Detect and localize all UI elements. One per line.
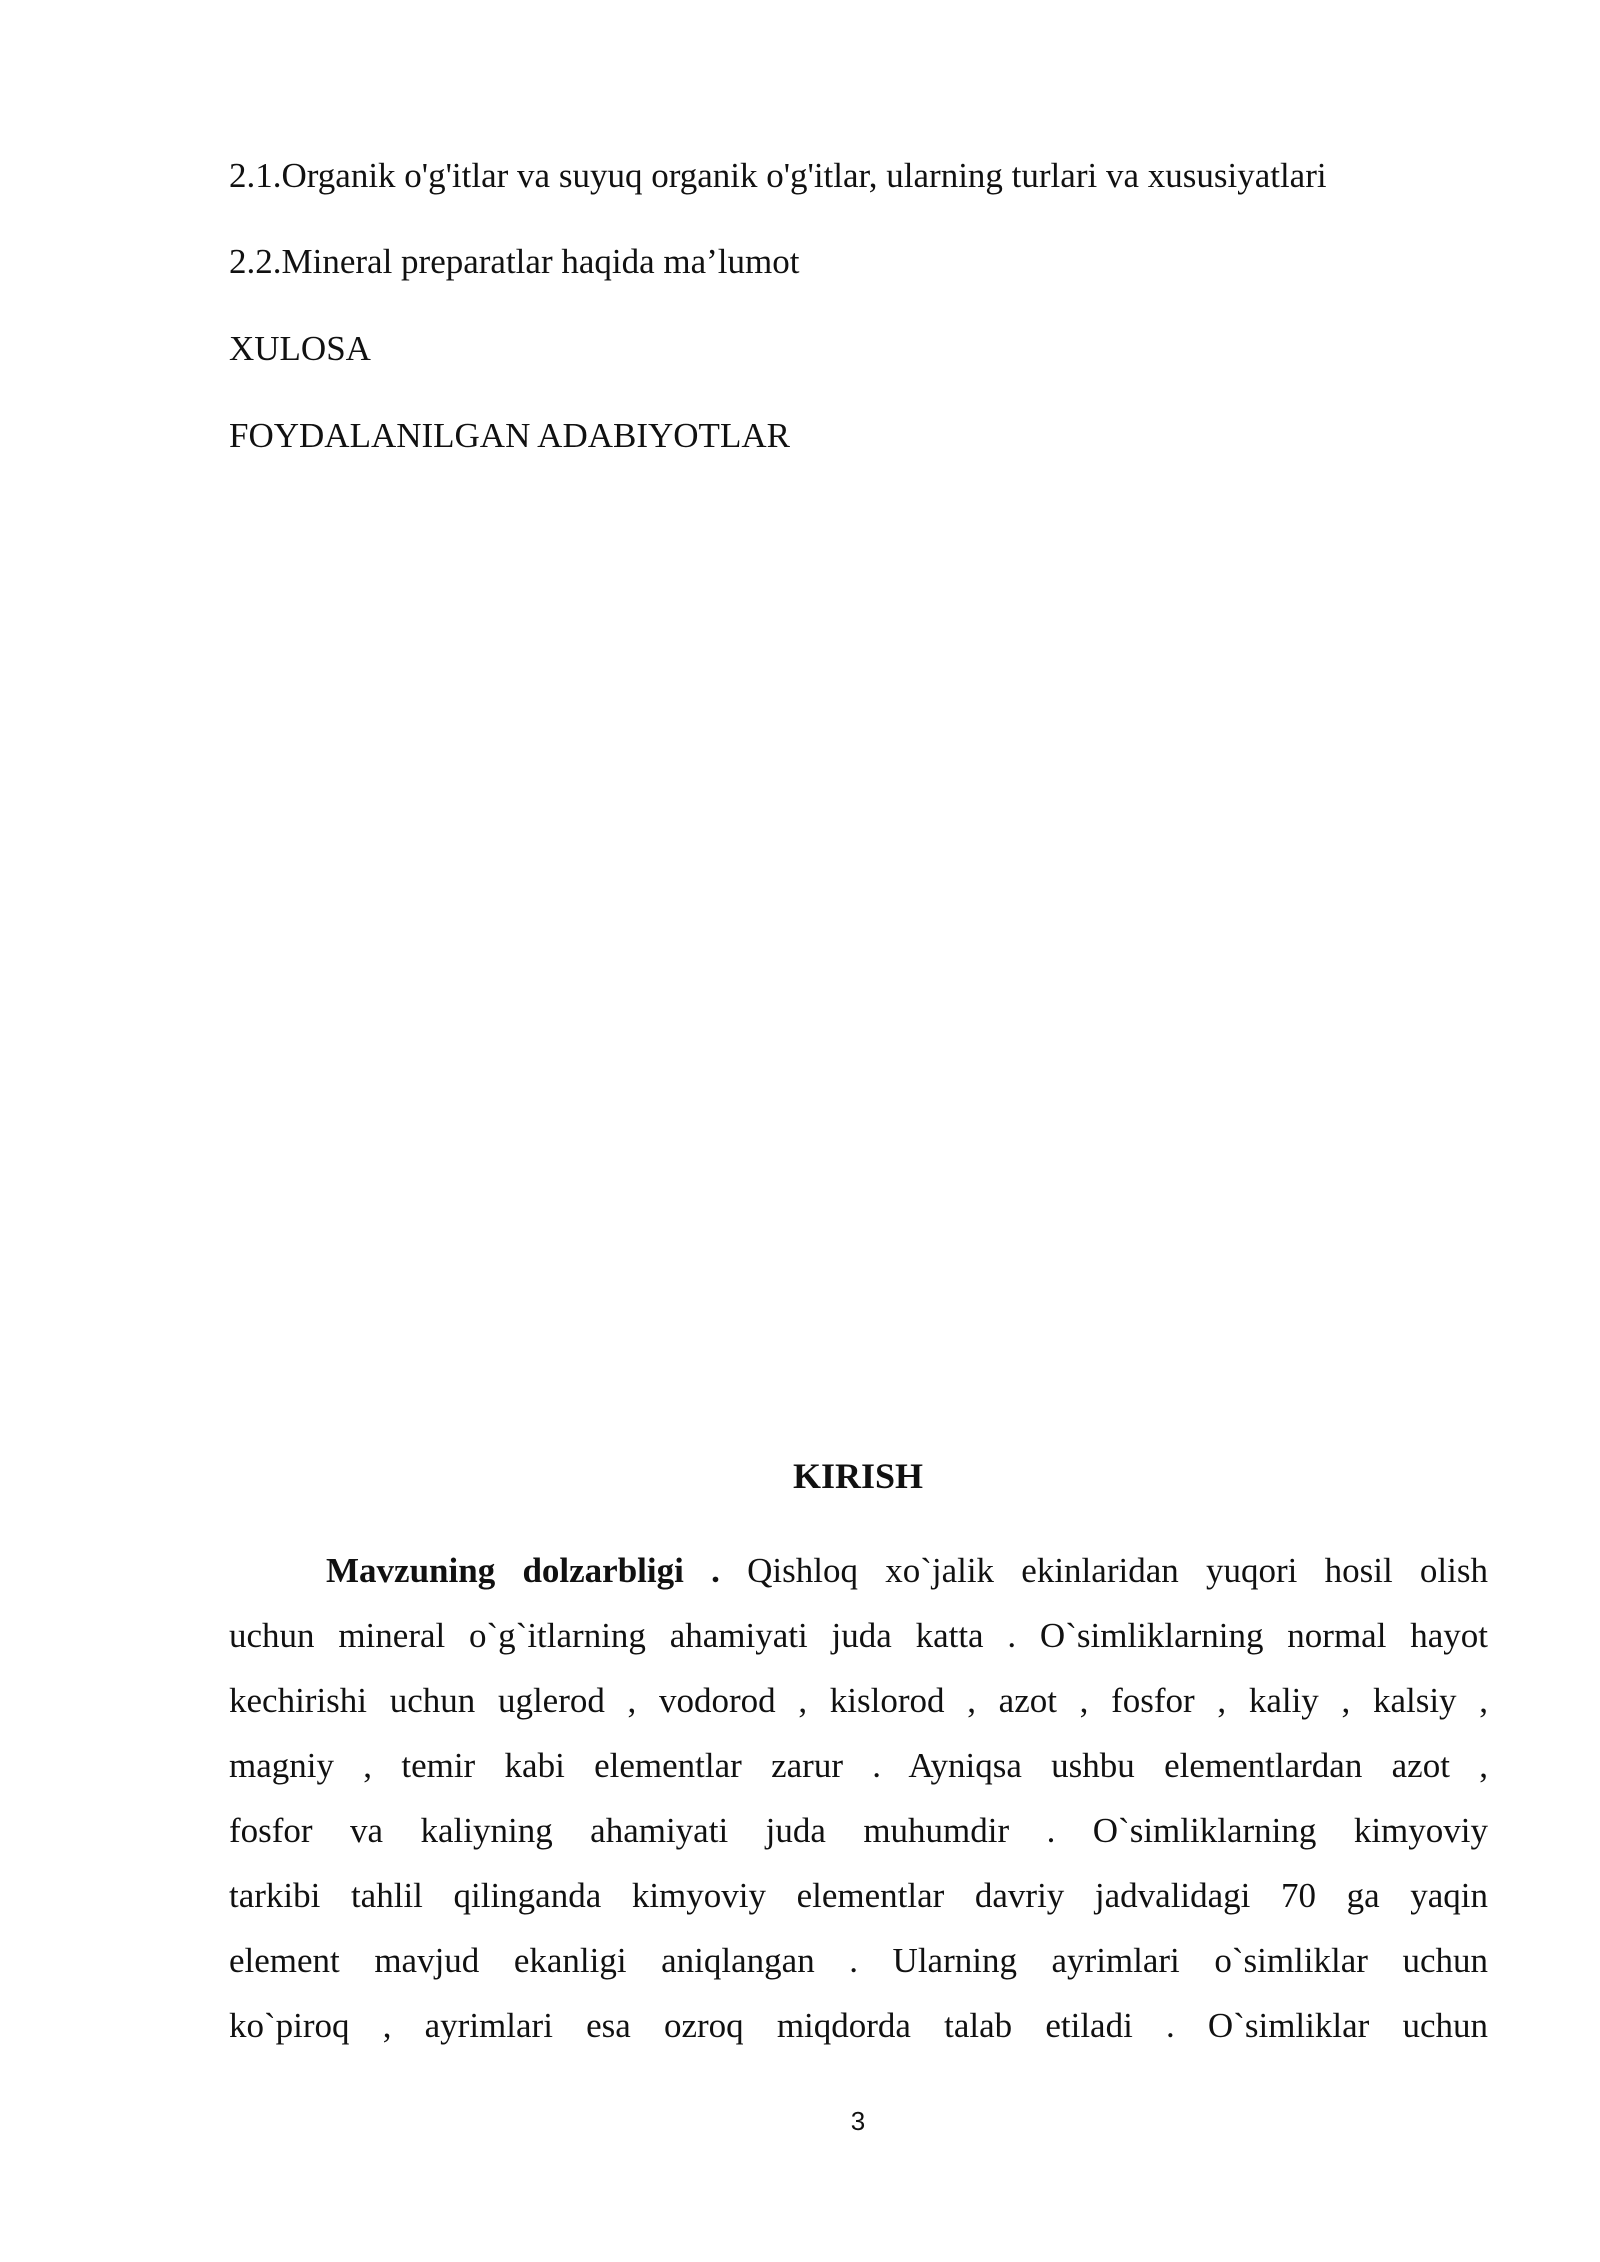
section-heading-text: KIRISH	[792, 1456, 924, 1496]
toc-item-2-2: 2.2.Mineral preparatlar haqida ma’lumot	[229, 242, 800, 281]
paragraph-line	[229, 1538, 1488, 1603]
page-number: 3	[850, 2106, 866, 2136]
paragraph-line: magniy , temir kabi elementlar zarur . Ayniqsa ushbu elementlardan azot ,	[229, 1746, 1488, 1785]
paragraph-lead: Mavzuning dolzarbligi .	[326, 1551, 720, 1590]
section-heading	[0, 1454, 1600, 1498]
paragraph-line: ko`piroq , ayrimlari esa ozroq miqdorda talab etiladi . O`simliklar uchun	[229, 2006, 1488, 2045]
paragraph-line: element mavjud ekanligi aniqlangan . Ularning ayrimlari o`simliklar uchun	[229, 1941, 1488, 1980]
toc-item-conclusion: XULOSA	[229, 329, 371, 368]
paragraph-line-text: Qishloq xo`jalik ekinlaridan yuqori hosil olish	[719, 1551, 1488, 1590]
paragraph-line: kechirishi uchun uglerod , vodorod , kislorod , azot , fosfor , kaliy , kalsiy ,	[229, 1681, 1488, 1720]
toc-item-references: FOYDALANILGAN ADABIYOTLAR	[229, 416, 790, 455]
paragraph-line: uchun mineral o`g`itlarning ahamiyati juda katta . O`simliklarning normal hayot	[229, 1616, 1488, 1655]
toc-item-2-1: 2.1.Organik o'g'itlar va suyuq organik o'g'itlar, ularning turlari va xususiyatlari	[229, 156, 1327, 195]
paragraph-line: fosfor va kaliyning ahamiyati juda muhumdir . O`simliklarning kimyoviy	[229, 1811, 1488, 1850]
paragraph-line: tarkibi tahlil qilinganda kimyoviy elementlar davriy jadvalidagi 70 ga yaqin	[229, 1876, 1488, 1915]
body-paragraph	[229, 1538, 1488, 2058]
